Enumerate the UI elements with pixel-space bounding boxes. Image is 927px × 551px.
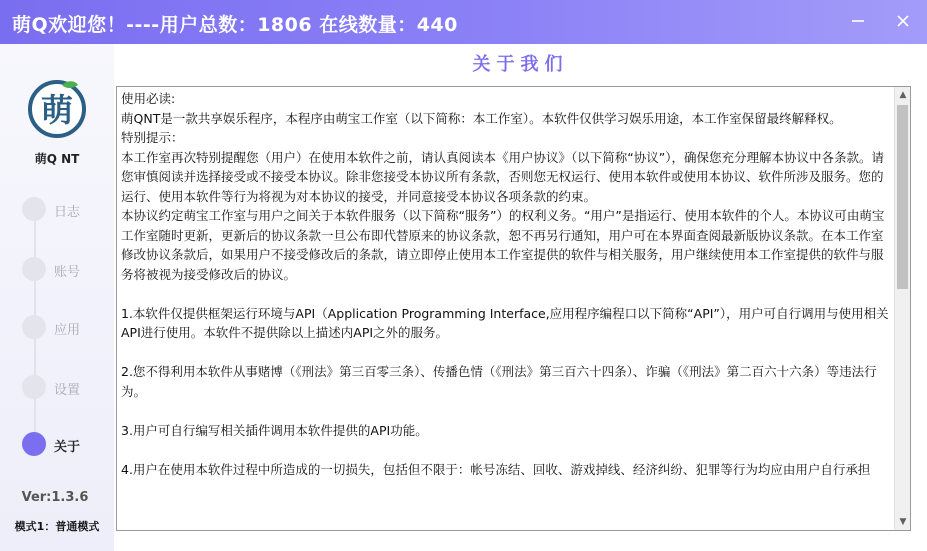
sidebar-item-label: 关于	[54, 440, 81, 455]
logo-icon	[26, 77, 88, 139]
window-title: 萌Q欢迎您！----用户总数：1806 在线数量：440	[12, 14, 458, 36]
sidebar-item-account[interactable]	[22, 257, 102, 283]
version-label: Ver:1.3.6	[21, 490, 89, 505]
sidebar	[0, 44, 114, 551]
scroll-down-arrow-icon[interactable]: ▼	[899, 517, 907, 527]
close-button[interactable]	[891, 9, 915, 33]
sidebar-item-label: 设置	[54, 383, 81, 398]
step-dot-icon	[22, 197, 46, 221]
agreement-text: 使用必读: 萌QNT是一款共享娱乐程序，本程序由萌宝工作室（以下简称：本工作室）。本软件仅供学习娱乐用途，本工作室保留最终解释权。 特别提示： 本工作室再次特别提醒您（用户）在使用本软件之前，请认真阅读本《用户协议》（以下简称“协议”），确保您充分理解本协议中各条款。请您审慎阅读并选择接受或不接受本协议。除非您接受本协议所有条款，否则您无权运行、使用本软件或使用本协议、软件所涉及服务。您的运行、使用本软件等行为将视为对本协议的接受，并同意接受本协议各项条款的约束。 本协议约定萌宝工作室与用户之间关于本软件服务（以下简称“服务”）的权利义务。“用户”是指运行、使用本软件的个人。本协议可由萌宝工作室随时更新，更新后的协议条款一旦公布即代替原来的协议条款，恕不再另行通知，用户可在本界面查阅最新版协议条款。在本工作室修改协议条款后，如果用户不接受修改后的条款，请立即停止使用本工作室提供的软件与相关服务，用户继续使用本工作室提供的软件与服务将被视为接受修改后的协议。 1.本软件仅提供框架运行环境与API（Application Programming Interface,应用程序编程口以下简称“API”），用户可自行调用与使用相关API进行使用。本软件不提供除以上描述内API之外的服务。 2.您不得利用本软件从事赌博（《刑法》第三百零三条）、传播色情（《刑法》第三百六十四条）、诈骗（《刑法》第二百六十六条）等违法行为。 3.用户可自行编写相关插件调用本软件提供的API功能。 4.用户在使用本软件过程中所造成的一切损失，包括但不限于：帐号冻结、回收、游戏掉线、经济纠纷、犯罪等行为均应由用户自行承担	[121, 91, 889, 477]
sidebar-item-log[interactable]	[22, 197, 102, 223]
logo-glyph: 萌	[40, 91, 74, 129]
close-icon	[891, 9, 915, 33]
sidebar-item-label: 日志	[54, 205, 81, 220]
sidebar-item-label: 应用	[54, 323, 81, 338]
step-dot-icon	[22, 257, 46, 281]
page-title: 关于我们	[472, 54, 569, 75]
sidebar-item-label: 账号	[54, 265, 81, 280]
step-dot-icon	[22, 375, 46, 399]
mode-label: 模式1：普通模式	[14, 520, 100, 533]
sidebar-item-apps[interactable]	[22, 315, 102, 341]
minimize-icon	[846, 9, 870, 33]
title-bar[interactable]	[0, 0, 927, 44]
app-logo	[26, 77, 88, 139]
sidebar-item-about[interactable]	[22, 432, 102, 458]
sidebar-item-settings[interactable]	[22, 375, 102, 401]
step-dot-icon	[22, 432, 46, 456]
vertical-scrollbar[interactable]	[894, 87, 910, 530]
minimize-button[interactable]	[846, 9, 870, 33]
scroll-thumb[interactable]	[897, 105, 908, 289]
scroll-up-arrow-icon[interactable]: ▲	[899, 90, 907, 100]
app-name: 萌Q NT	[34, 152, 80, 166]
agreement-textbox[interactable]	[116, 86, 911, 531]
step-dot-icon	[22, 315, 46, 339]
